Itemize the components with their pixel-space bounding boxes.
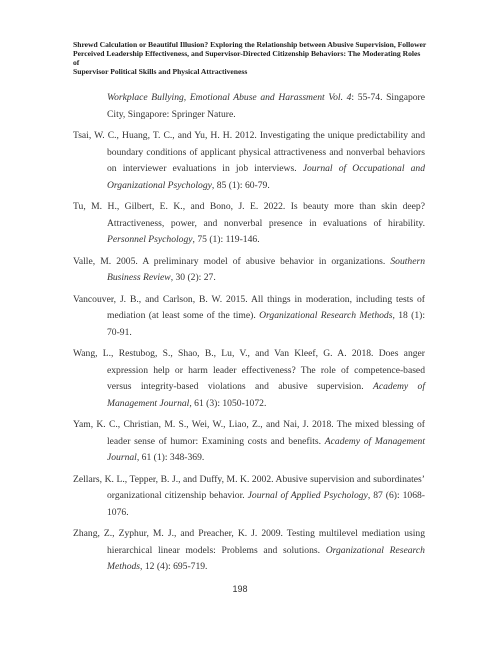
reference-list bbox=[73, 90, 425, 581]
reference-tail: , 85 (1): 60-79. bbox=[211, 179, 270, 191]
reference-entry bbox=[73, 526, 425, 576]
reference-source: Journal of Applied Psychology bbox=[247, 490, 368, 501]
reference-text: Vancouver, J. B., and Carlson, B. W. 2015. All things in moderation, including tests of mediation (at least some of the time). bbox=[73, 293, 425, 321]
page-number: 198 bbox=[232, 584, 248, 594]
reference-source: Journal of Occupational and Organizational Psychology bbox=[107, 163, 425, 191]
reference-entry bbox=[73, 472, 425, 522]
reference-entry bbox=[73, 199, 425, 249]
reference-source: Personnel Psychology bbox=[107, 234, 193, 245]
header-line-1: Shrewd Calculation or Beautiful Illusion? Exploring the Relationship between Abusive Supervision, Follower bbox=[73, 40, 427, 49]
reference-entry bbox=[73, 346, 425, 412]
reference-continuation bbox=[107, 90, 425, 123]
reference-tail: , 61 (1): 348-369. bbox=[136, 452, 205, 463]
reference-entry bbox=[73, 128, 425, 194]
reference-tail: , 87 (6): 1068-1076. bbox=[107, 490, 425, 518]
reference-tail: , 75 (1): 119-146. bbox=[192, 234, 260, 245]
reference-text: Wang, L., Restubog, S., Shao, B., Lu, V., and Van Kleef, G. A. 2018. Does anger expression help or harm leader effectiveness? The role of competence-based versus integrity-based violations and abusive supervision. bbox=[73, 348, 425, 392]
reference-source: Organizational Research Methods bbox=[107, 544, 425, 572]
reference-tail: , 12 (4): 695-719. bbox=[140, 561, 208, 572]
header-line-3: Supervisor Political Skills and Physical Attractiveness bbox=[73, 67, 248, 76]
reference-text: Tsai, W. C., Huang, T. C., and Yu, H. H. 2012. Investigating the unique predictability and boundary conditions of applicant physical attractiveness and nonverbal behaviors on interviewer evaluations in job interviews. bbox=[73, 130, 425, 174]
reference-entry bbox=[73, 292, 425, 342]
reference-text: Yam, K. C., Christian, M. S., Wei, W., Liao, Z., and Nai, J. 2018. The mixed blessing of leader sense of humor: Examining costs and benefits. bbox=[73, 419, 425, 447]
reference-tail: , 18 (1): 70-91. bbox=[107, 310, 425, 338]
reference-tail: , 30 (2): 27. bbox=[170, 272, 216, 283]
reference-text: Zhang, Z., Zyphur, M. J., and Preacher, K. J. 2009. Testing multilevel mediation using hierarchical linear models: Problems and solutions. bbox=[73, 528, 425, 556]
reference-tail: , 61 (3): 1050-1072. bbox=[189, 397, 267, 409]
running-header bbox=[73, 40, 428, 76]
reference-source: Southern Business Review bbox=[107, 255, 425, 283]
reference-entry bbox=[73, 417, 425, 467]
header-line-2: Perceived Leadership Effectiveness, and Supervisor-Directed Citizenship Behaviors: The Moderating Roles of bbox=[73, 49, 421, 67]
reference-text: Valle, M. 2005. A preliminary model of abusive behavior in organizations. bbox=[73, 255, 391, 267]
continuation-rest: : 55-74. Singapore City, Singapore: Springer Nature. bbox=[107, 92, 425, 120]
reference-source: Organizational Research Methods bbox=[259, 310, 393, 321]
reference-source: Academy of Management Journal bbox=[107, 435, 425, 463]
reference-source: Academy of Management Journal bbox=[107, 381, 425, 409]
continuation-title: Workplace Bullying, Emotional Abuse and Harassment Vol. 4 bbox=[107, 92, 352, 103]
reference-entry bbox=[73, 254, 425, 287]
reference-text: Tu, M. H., Gilbert, E. K., and Bono, J. E. 2022. Is beauty more than skin deep? Attractiveness, power, and nonverbal presence in evaluations of hirability. bbox=[73, 201, 425, 229]
reference-text: Zellars, K. L., Tepper, B. J., and Duffy, M. K. 2002. Abusive supervision and subordinates’ organizational citizenship behavior. bbox=[73, 473, 425, 501]
